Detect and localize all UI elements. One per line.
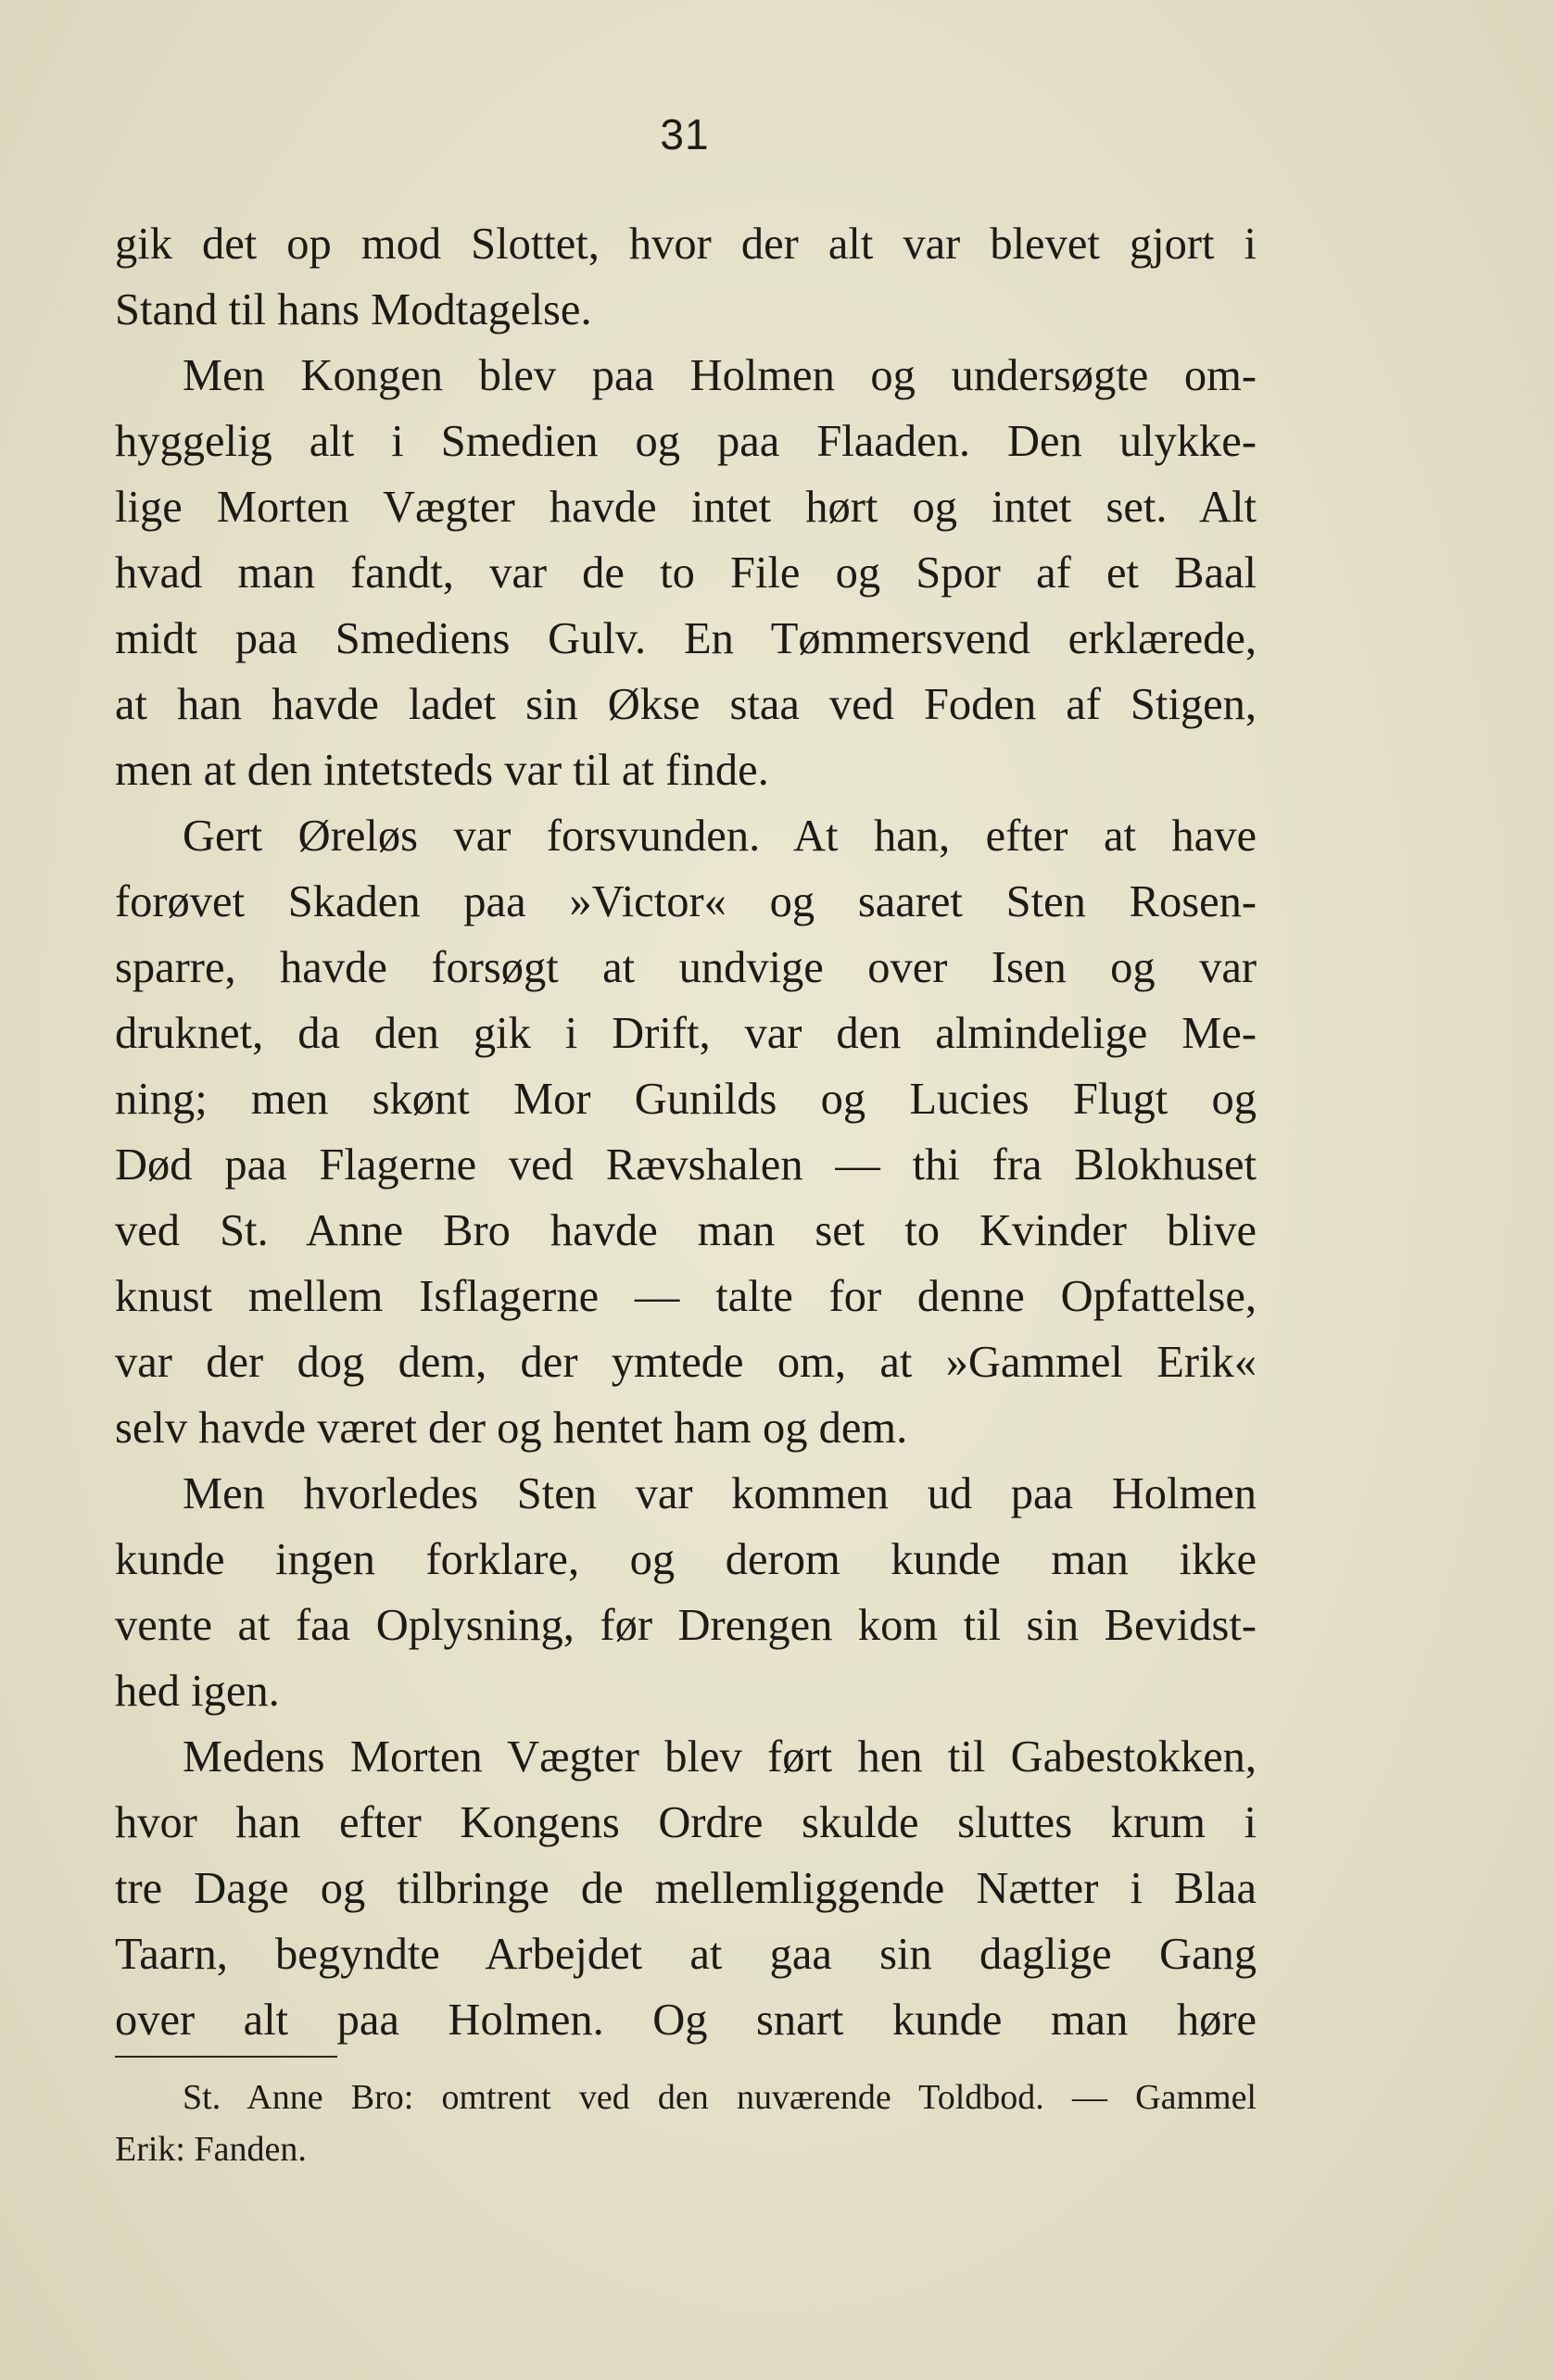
text-line: Men hvorledes Sten var kommen ud paa Holmen — [183, 1469, 1257, 1518]
footnote-line: St. Anne Bro: omtrent ved den nuværende Toldbod. — Gammel — [183, 2078, 1257, 2117]
text-line: hed igen. — [115, 1667, 280, 1716]
page-number: 31 — [660, 110, 710, 158]
text-line: selv havde været der og hentet ham og dem. — [115, 1404, 908, 1453]
text-line: men at den intetsteds var til at finde. — [115, 746, 769, 795]
text-line: Død paa Flagerne ved Rævshalen — thi fra Blokhuset — [115, 1140, 1257, 1190]
text-line: ved St. Anne Bro havde man set to Kvinder blive — [115, 1206, 1257, 1255]
text-line: Medens Morten Vægter blev ført hen til Gabestokken, — [183, 1732, 1257, 1782]
text-line: sparre, havde forsøgt at undvige over Isen og var — [115, 943, 1257, 992]
text-line: forøvet Skaden paa »Victor« og saaret Sten Rosen- — [115, 877, 1257, 926]
text-line: Gert Øreløs var forsvunden. At han, efter at have — [183, 812, 1257, 861]
text-line: hvor han efter Kongens Ordre skulde sluttes krum i — [115, 1798, 1257, 1847]
text-line: hvad man fandt, var de to File og Spor af et Baal — [115, 548, 1257, 598]
text-line: var der dog dem, der ymtede om, at »Gammel Erik« — [115, 1338, 1257, 1387]
text-line: hyggelig alt i Smedien og paa Flaaden. Den ulykke- — [115, 417, 1257, 466]
text-line: ning; men skønt Mor Gunilds og Lucies Flugt og — [115, 1075, 1257, 1124]
footnote — [115, 2071, 1257, 2175]
text-line: vente at faa Oplysning, før Drengen kom til sin Bevidst- — [115, 1601, 1257, 1650]
text-line: midt paa Smediens Gulv. En Tømmersvend erklærede, — [115, 614, 1257, 663]
text-line: tre Dage og tilbringe de mellemliggende Nætter i Blaa — [115, 1864, 1257, 1913]
text-line: gik det op mod Slottet, hvor der alt var blevet gjort i — [115, 220, 1257, 269]
text-line: Men Kongen blev paa Holmen og undersøgte om- — [183, 351, 1257, 400]
body-text — [115, 211, 1257, 2053]
text-line: druknet, da den gik i Drift, var den almindelige Me- — [115, 1009, 1257, 1058]
text-line: Taarn, begyndte Arbejdet at gaa sin daglige Gang — [115, 1930, 1257, 1979]
footnote-line: Erik: Fanden. — [115, 2130, 307, 2169]
text-line: Stand til hans Modtagelse. — [115, 285, 592, 334]
text-line: kunde ingen forklare, og derom kunde man ikke — [115, 1535, 1257, 1584]
text-line: knust mellem Isflagerne — talte for denne Opfattelse, — [115, 1272, 1257, 1321]
text-line: over alt paa Holmen. Og snart kunde man høre — [115, 1996, 1257, 2045]
text-line: lige Morten Vægter havde intet hørt og intet set. Alt — [115, 483, 1257, 532]
text-line: at han havde ladet sin Økse staa ved Foden af Stigen, — [115, 680, 1257, 729]
footnote-rule — [115, 2056, 337, 2058]
